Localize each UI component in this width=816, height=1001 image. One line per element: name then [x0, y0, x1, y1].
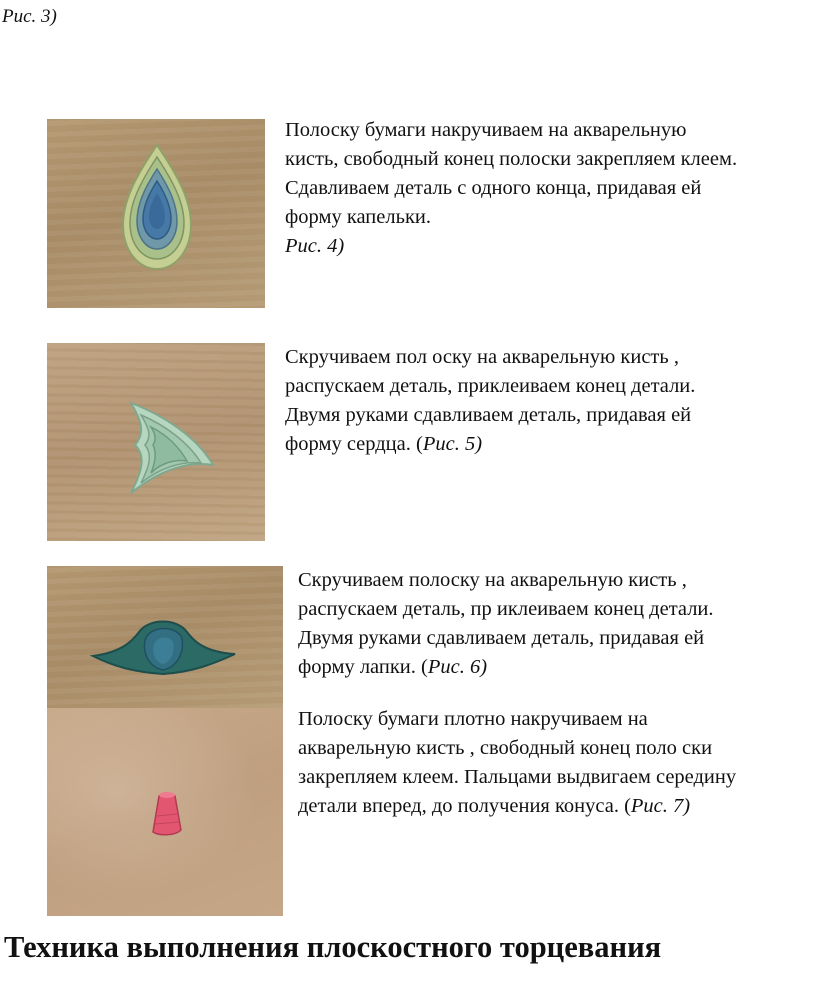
- photo-cone-shape: [47, 708, 283, 916]
- paragraph-line: Полоску бумаги накручиваем на акварельную: [285, 119, 687, 141]
- paragraph-line: Скручиваем пол оску на акварельную кисть ,: [285, 346, 679, 368]
- paragraph-cone: [298, 705, 816, 821]
- paragraph-last-line: [298, 653, 816, 682]
- paragraph-line: Сдавливаем деталь с одного конца, придавая ей: [285, 177, 702, 199]
- paragraph-line: распускаем деталь, пр иклеиваем конец детали.: [298, 598, 714, 620]
- paragraph-line: акварельную кисть , свободный конец поло ски: [298, 737, 713, 759]
- figure-label: Рис. 5): [422, 433, 483, 455]
- paragraph-text: форму лапки. (: [298, 656, 428, 678]
- paragraph-line: форму капельки.: [285, 206, 432, 228]
- paragraph-paw: [298, 566, 816, 682]
- section-heading: Техника выполнения плоскостного торцевания: [4, 930, 662, 964]
- photo-drop-shape: [47, 119, 265, 308]
- paragraph-drop: [285, 116, 815, 261]
- paragraph-line: Двумя руками сдавливаем деталь, придавая ей: [298, 627, 705, 649]
- photo-heart-shape: [47, 343, 265, 541]
- paragraph-line: Скручиваем полоску на акварельную кисть ,: [298, 569, 687, 591]
- paragraph-text: форму сердца. (: [285, 433, 423, 455]
- paragraph-last-line: [285, 430, 815, 459]
- photo-paw-shape: [47, 566, 283, 708]
- paragraph-line: закрепляем клеем. Пальцами выдвигаем середину: [298, 766, 737, 788]
- paragraph-text: детали вперед, до получения конуса. (: [298, 795, 631, 817]
- paragraph-heart: [285, 343, 815, 459]
- paragraph-line: Полоску бумаги плотно накручиваем на: [298, 708, 648, 730]
- paragraph-last-line: [298, 792, 816, 821]
- paragraph-line: кисть, свободный конец полоски закрепляем клеем.: [285, 148, 738, 170]
- paragraph-line: распускаем деталь, приклеиваем конец детали.: [285, 375, 696, 397]
- figure-label: Рис. 6): [427, 656, 488, 678]
- paragraph-line: Двумя руками сдавливаем деталь, придавая ей: [285, 404, 692, 426]
- top-caption: Рис. 3): [2, 6, 57, 27]
- figure-label: Рис. 4): [285, 235, 345, 257]
- figure-label: Рис. 7): [630, 795, 691, 817]
